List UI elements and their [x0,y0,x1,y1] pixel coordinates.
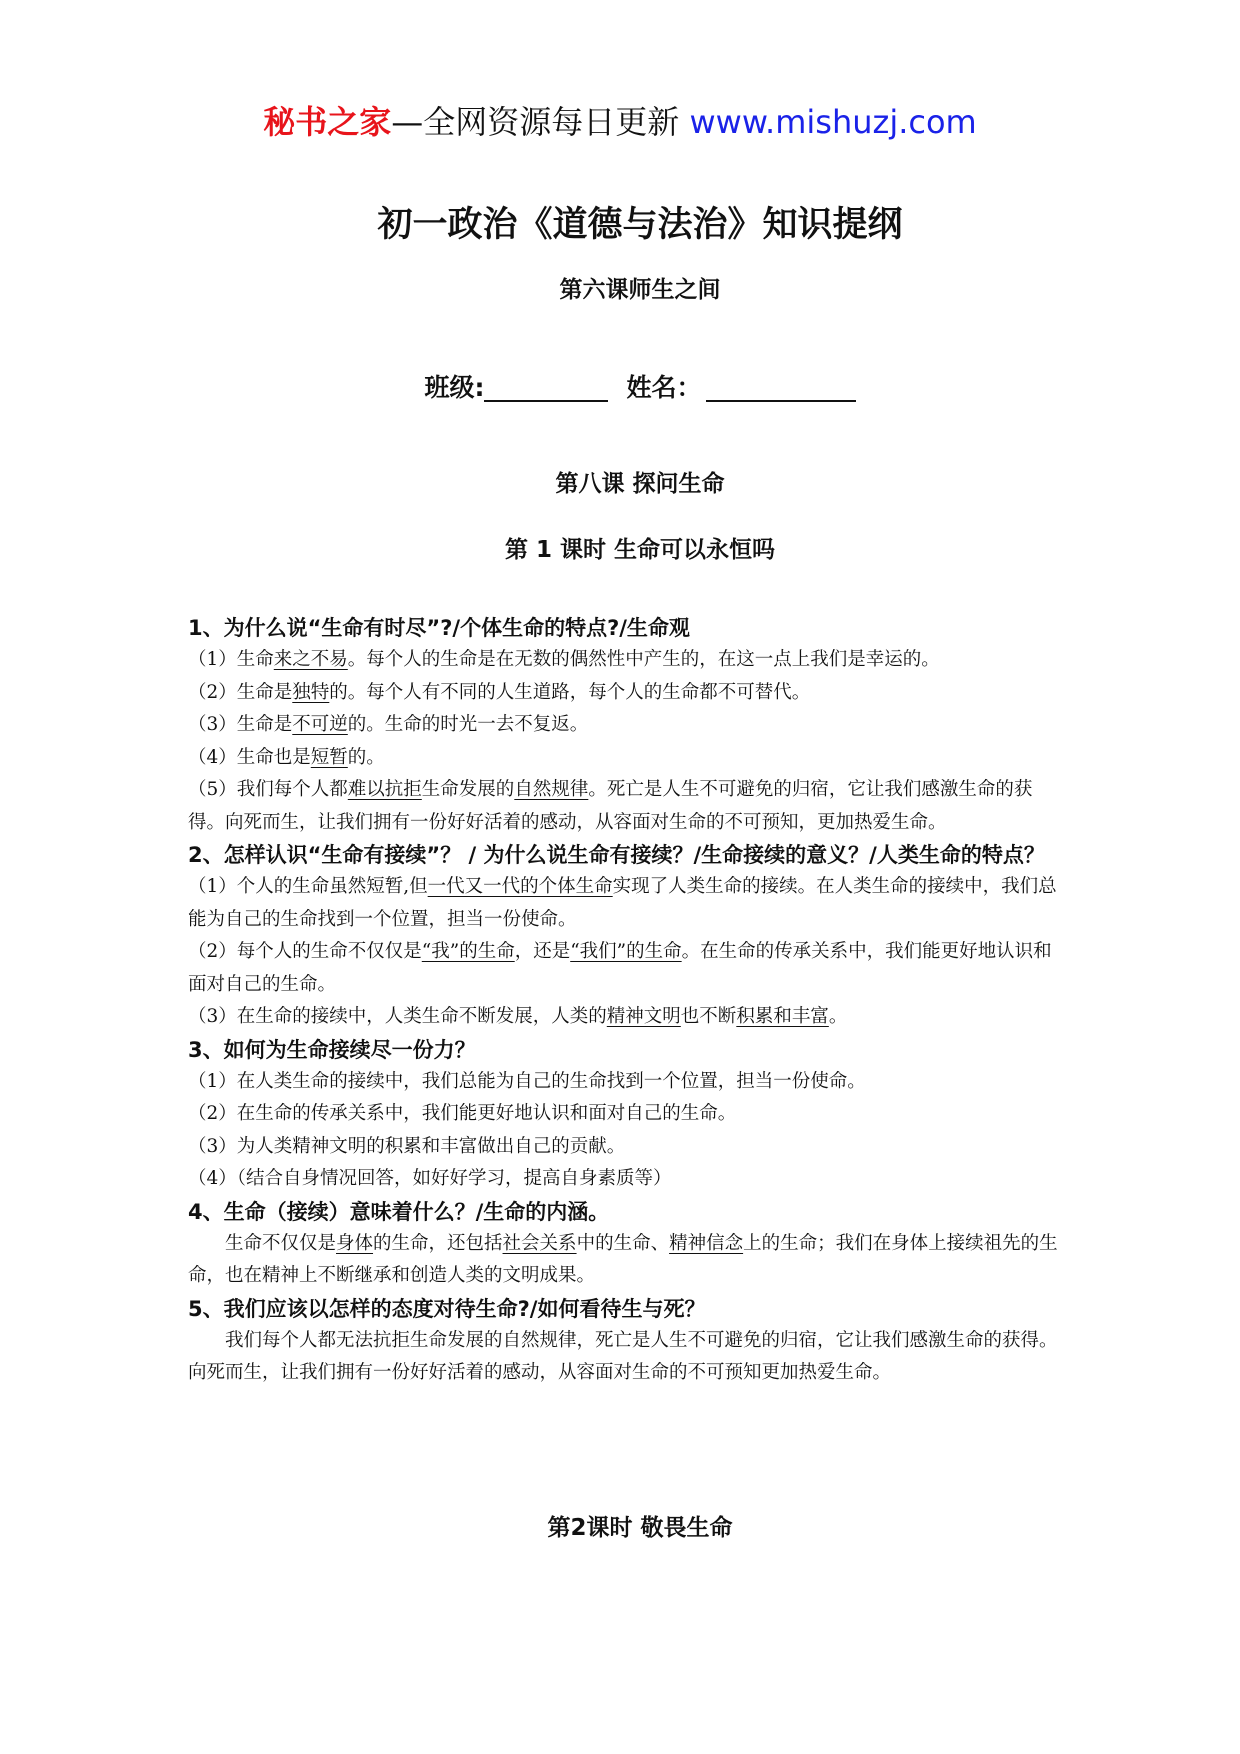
answer-1-item-4 [188,742,1068,775]
class-blank-field[interactable] [484,370,608,402]
question-2-heading: 2、怎样认识“生命有接续”？ / 为什么说生命有接续？/生命接续的意义？/人类生命的特点？ [188,843,1045,867]
text-segment: 的。生命的时光一去不复返。 [347,714,589,735]
key-term: 身体 [336,1232,374,1254]
key-term: 独特 [292,681,330,703]
student-info-line [0,368,1240,408]
text-segment: （3）生命是 [188,714,293,735]
answer-1-item-2 [188,677,1068,710]
answer-1-item-5 [188,774,1068,839]
text-segment: （4）生命也是 [188,746,311,768]
text-segment: 的。 [347,746,385,768]
answer-3-item-3: （3）为人类精神文明的积累和丰富做出自己的贡献。 [188,1135,626,1157]
text-segment: 。在生命的传承关系中，我们能更好地认识和面对自己的生命。 [188,941,1052,995]
text-segment: 生命发展的 [421,779,515,800]
answer-2-item-1 [188,871,1068,936]
text-segment: （2）生命是 [188,681,293,703]
banner-tagline: —全网资源每日更新 [391,103,690,141]
question-4-heading: 4、生命（接续）意味着什么？/生命的内涵。 [188,1199,610,1224]
text-segment: 。每个人的生命是在无数的偶然性中产生的，在这一点上我们是幸运的。 [347,649,940,670]
text-segment: 上的生命；我们在身体上接续祖先的生命，也在精神上不断继承和创造人类的文明成果。 [188,1232,1058,1286]
question-3-heading: 3、如何为生命接续尽一份力？ [188,1037,476,1062]
key-term: 自然规律 [514,779,589,800]
text-segment: 实现了人类生命的接续。在人类生命的接续中，我们总能为自己的生命找到一个位置，担当一份使命。 [188,876,1057,930]
period-1-heading: 第 1 课时 生命可以永恒吗 [504,537,776,563]
text-segment: 。 [828,1006,848,1027]
text-segment: ，还是 [514,941,571,962]
key-term: 精神信念 [669,1232,744,1254]
document-title: 初一政治《道德与法治》知识提纲 [377,205,903,245]
text-segment: 也不断 [680,1006,737,1027]
lesson-heading: 第八课 探问生命 [555,471,725,497]
text-segment: 中的生命、 [576,1232,670,1254]
text-segment: 的生命，还包括 [373,1232,503,1254]
key-term: 一代又一代的个体生命 [427,876,613,897]
key-term: 不可逆 [292,714,348,735]
text-segment: 生命不仅仅是 [225,1232,337,1254]
period-2-heading: 第2课时 敬畏生命 [547,1515,733,1541]
key-term: “我”的生命 [421,941,515,962]
document-subtitle: 第六课师生之间 [559,277,721,303]
answer-1-item-1 [188,644,1068,677]
key-term: 积累和丰富 [736,1006,829,1027]
text-segment: （5）我们每个人都 [188,779,348,800]
answer-2-item-2 [188,936,1068,1001]
key-term: 精神文明 [606,1006,681,1027]
question-5-heading: 5、我们应该以怎样的态度对待生命?/如何看待生与死？ [188,1296,706,1321]
name-blank-field[interactable] [706,370,856,402]
answer-3-item-4: （4）（结合自身情况回答，如好好学习，提高自身素质等） [188,1168,672,1189]
name-label: 姓名： [626,373,702,402]
answer-3-item-1: （1）在人类生命的接续中，我们总能为自己的生命找到一个位置，担当一份使命。 [188,1070,866,1092]
site-banner [0,100,1240,144]
key-term: 短暂 [310,746,348,768]
key-term: “我们”的生命 [570,941,682,962]
answer-5-paragraph: 我们每个人都无法抗拒生命发展的自然规律，死亡是人生不可避免的归宿，它让我们感激生命的获得。向死而生，让我们拥有一份好好活着的感动，从容面对生命的不可预知更加热爱生命。 [188,1329,1058,1383]
text-segment: （1）个人的生命虽然短暂,但 [188,876,428,897]
banner-brand: 秘书之家 [263,103,392,141]
key-term: 社会关系 [502,1232,577,1254]
class-label: 班级: [424,373,485,402]
text-segment: 的。每个人有不同的人生道路，每个人的生命都不可替代。 [329,681,811,703]
text-segment: 。死亡是人生不可避免的归宿，它让我们感激生命的获得。向死而生，让我们拥有一份好好活着的感动，从容面对生命的不可预知，更加热爱生命。 [188,779,1033,833]
outline-content [188,612,1068,1390]
answer-4-paragraph [188,1228,1068,1293]
text-segment: （2）每个人的生命不仅仅是 [188,941,422,962]
text-segment: （1）生命 [188,649,274,670]
question-1-heading: 1、为什么说“生命有时尽”?/个体生命的特点?/生命观 [188,616,690,640]
key-term: 难以抗拒 [347,779,422,800]
text-segment: （3）在生命的接续中，人类生命不断发展，人类的 [188,1006,607,1027]
key-term: 来之不易 [273,649,348,670]
answer-2-item-3 [188,1001,1068,1034]
answer-1-item-3 [188,709,1068,742]
answer-3-item-2: （2）在生命的传承关系中，我们能更好地认识和面对自己的生命。 [188,1103,737,1124]
banner-url-link[interactable]: www.mishuzj.com [689,103,977,141]
